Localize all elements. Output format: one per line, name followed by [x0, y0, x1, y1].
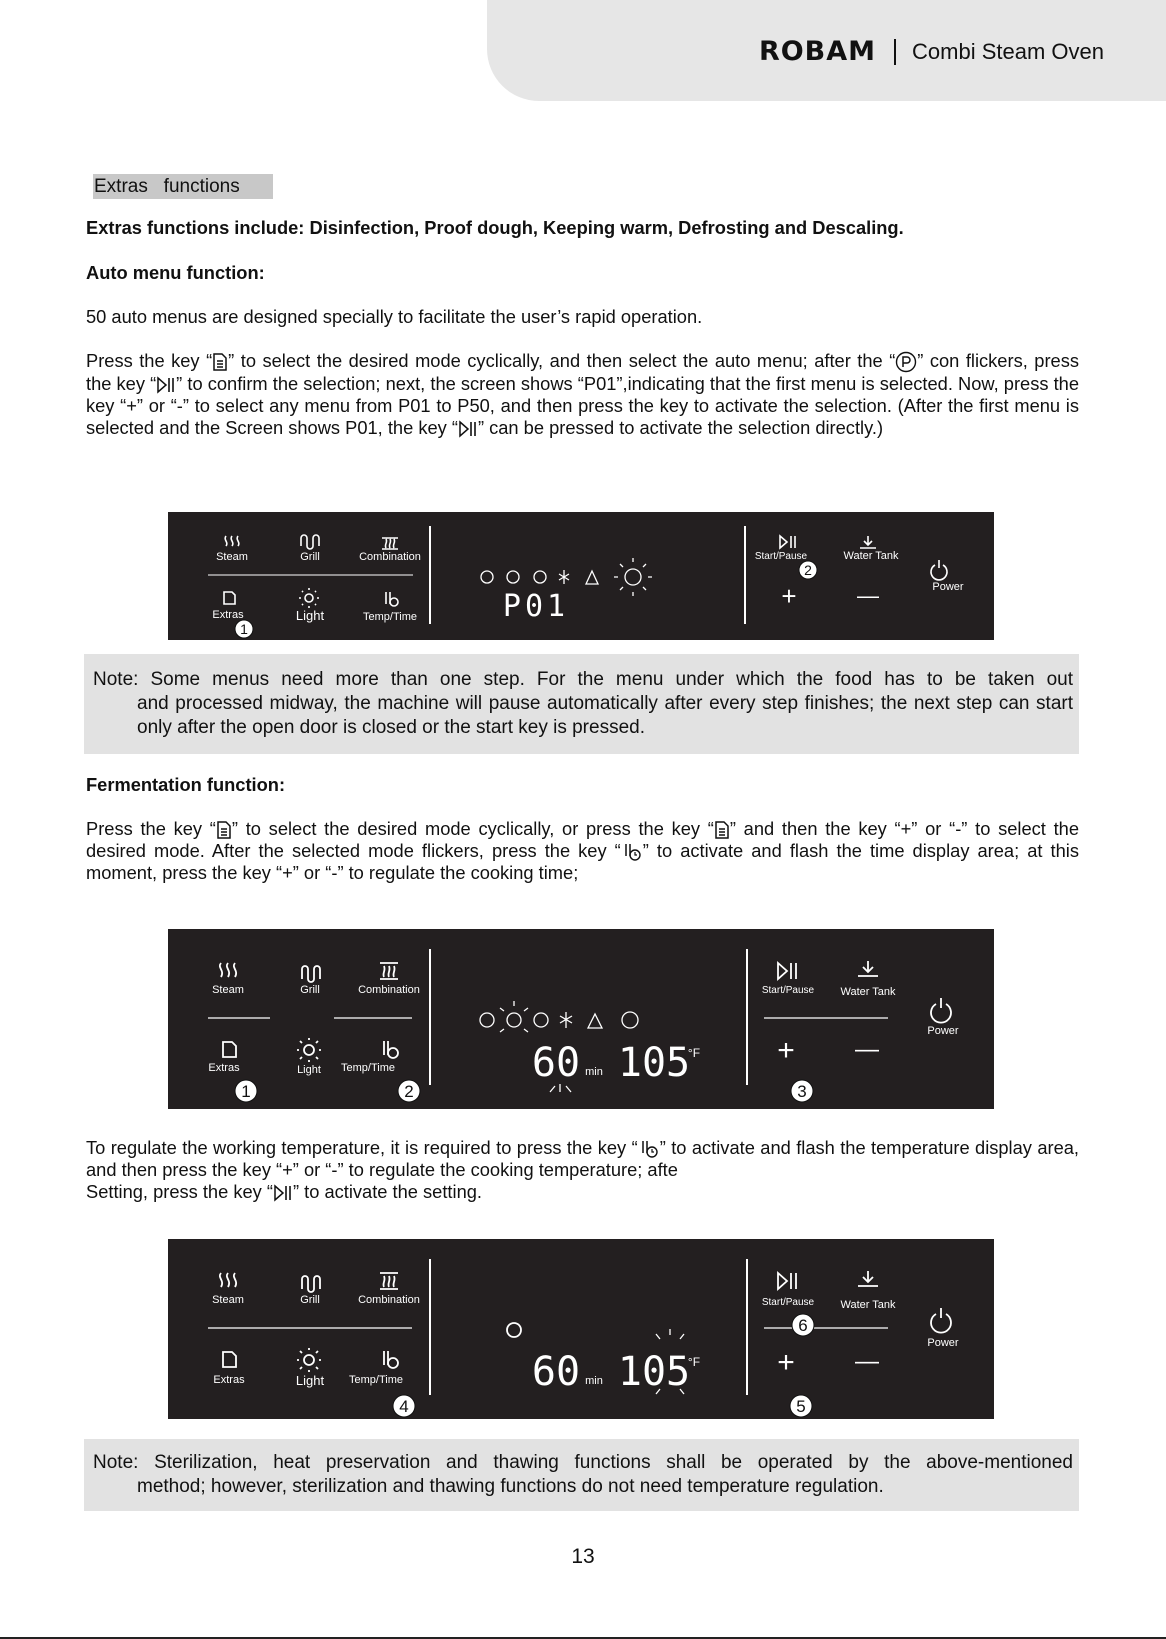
light-label: Light — [295, 608, 325, 623]
step-number: 4 — [399, 1397, 409, 1416]
auto-menu-instructions — [86, 350, 1079, 439]
combination-icon — [380, 963, 398, 979]
intro-lead: Extras functions include: — [86, 217, 305, 238]
fermentation-instructions — [86, 818, 1079, 884]
product-name: Combi Steam Oven — [912, 38, 1104, 64]
minus-key: — — [855, 1348, 879, 1375]
section-tag — [93, 174, 273, 199]
p-circle-icon — [895, 351, 917, 373]
text: ” to activate and flash the temperature display area, and then press the key “+” or “-” to regulate the cooking temperature; afte — [86, 1137, 1080, 1181]
text: ” to select the desired mode cyclically, and then select the auto menu; after the “ — [228, 350, 896, 371]
steam-icon — [225, 536, 239, 546]
steam-icon — [220, 1273, 236, 1287]
step-number: 1 — [241, 1082, 251, 1101]
temp-display: 105 — [617, 1349, 691, 1395]
fermentation-heading: Fermentation function: — [86, 774, 286, 795]
extras-icon — [212, 353, 228, 371]
time-display: 60 — [531, 1040, 581, 1086]
extras-icon — [216, 821, 232, 839]
temp-time-icon — [621, 842, 643, 862]
minus-key: — — [855, 1036, 879, 1063]
temp-time-label: Temp/Time — [341, 1062, 395, 1074]
power-label: Power — [932, 581, 964, 593]
time-unit: min — [585, 1066, 603, 1078]
water-tank-label: Water Tank — [843, 550, 899, 562]
water-tank-label: Water Tank — [840, 1299, 896, 1311]
text: ” to select the desired mode cyclically, or press the key “ — [231, 818, 714, 839]
start-pause-label: Start/Pause — [761, 1297, 815, 1308]
temp-unit: °F — [687, 1046, 701, 1060]
auto-menu-intro: 50 auto menus are designed specially to facilitate the user’s rapid operation. — [86, 306, 703, 327]
step-number: 6 — [798, 1316, 808, 1335]
power-icon — [931, 560, 947, 580]
extras-icon — [223, 1352, 236, 1367]
grill-icon — [301, 535, 319, 549]
combination-label: Combination — [358, 1294, 420, 1306]
plus-key: + — [777, 1034, 795, 1067]
steam-label: Steam — [212, 984, 244, 996]
start-pause-icon — [273, 1184, 293, 1202]
combination-label: Combination — [358, 984, 420, 996]
start-pause-icon — [780, 536, 795, 548]
text: Setting, press the key “ — [86, 1181, 273, 1203]
text: ” con flickers, press the key “ — [86, 350, 1079, 395]
start-pause-icon — [156, 376, 176, 394]
auto-menu-heading: Auto menu function: — [86, 262, 265, 283]
combination-icon — [382, 538, 398, 549]
temp-unit: °F — [687, 1355, 701, 1369]
section-tag-text: Extras functions — [94, 176, 240, 197]
light-label: Light — [297, 1064, 321, 1076]
step-number: 2 — [804, 562, 812, 578]
time-display: 60 — [531, 1349, 581, 1395]
step-marker-1 — [235, 620, 253, 638]
extras-label: Extras — [212, 609, 244, 621]
power-icon — [931, 998, 951, 1023]
water-tank-icon — [858, 1271, 878, 1286]
temperature-instructions — [86, 1137, 1079, 1203]
start-pause-icon — [458, 420, 478, 438]
combination-icon — [380, 1273, 398, 1289]
control-panel-3 — [168, 1239, 994, 1419]
start-pause-icon — [778, 1273, 796, 1289]
extras-label: Extras — [208, 1062, 240, 1074]
steam-label: Steam — [216, 551, 248, 563]
step-number: 5 — [796, 1397, 806, 1416]
intro-paragraph — [86, 217, 1079, 239]
brand-logo: ROBAM — [758, 36, 877, 67]
extras-icon — [714, 821, 730, 839]
text: ” and then the key “+” or “-” to select the desired mode. After the selected mode flickers, press the key “ — [86, 818, 1079, 861]
control-panel-2-drawing — [168, 929, 994, 1109]
text: ” can be pressed to activate the selection directly.) — [477, 417, 884, 439]
step-marker-6 — [792, 1314, 814, 1336]
text: ” to confirm the selection; next, the screen shows “P01”,indicating that the first menu is selected. Now, press the key “+” or “-” to select any menu from P01 to P50, and then press the key to activate the selection. (After the first menu is selected and the Screen shows P01, the key “ — [86, 373, 1079, 439]
temp-time-icon — [638, 1139, 660, 1159]
water-tank-label: Water Tank — [840, 986, 896, 998]
step-number: 1 — [240, 621, 248, 637]
text: Press the key “ — [86, 818, 216, 839]
plus-key: + — [781, 581, 797, 611]
combination-label: Combination — [359, 551, 421, 563]
steam-label: Steam — [212, 1294, 244, 1306]
start-pause-label: Start/Pause — [754, 551, 808, 562]
text: ” to activate the setting. — [292, 1181, 482, 1203]
step-marker-2 — [398, 1080, 420, 1102]
grill-label: Grill — [300, 551, 320, 563]
light-label: Light — [295, 1373, 325, 1388]
page-number: 13 — [571, 1545, 595, 1568]
step-marker-3 — [791, 1080, 813, 1102]
temp-time-label: Temp/Time — [349, 1374, 403, 1386]
steam-icon — [220, 963, 236, 977]
intro-rest: Disinfection, Proof dough, Keeping warm, Defrosting and Descaling. — [304, 217, 904, 238]
water-tank-icon — [858, 961, 878, 976]
grill-label: Grill — [300, 1294, 320, 1306]
time-unit: min — [585, 1375, 603, 1387]
extras-label: Extras — [213, 1374, 245, 1386]
plus-key: + — [777, 1346, 795, 1379]
temp-time-label: Temp/Time — [363, 611, 417, 623]
light-icon — [304, 1045, 314, 1055]
header-tab — [487, 0, 1166, 101]
step-number: 2 — [404, 1082, 414, 1101]
grill-label: Grill — [300, 984, 320, 996]
start-pause-icon — [778, 963, 796, 979]
brand — [759, 36, 1104, 67]
extras-icon — [223, 1042, 236, 1057]
start-pause-label: Start/Pause — [761, 985, 815, 996]
light-icon — [304, 1355, 314, 1365]
note-text: Note: Some menus need more than one step. For the menu under which the food has to be taken out — [93, 669, 1073, 690]
water-tank-icon — [860, 536, 876, 548]
note-box-2 — [84, 1439, 1079, 1511]
minus-key: — — [857, 583, 879, 608]
control-panel-2 — [168, 929, 994, 1109]
power-label: Power — [927, 1025, 959, 1037]
extras-icon — [224, 592, 235, 604]
text: To regulate the working temperature, it is required to press the key “ — [86, 1137, 638, 1158]
brand-separator — [894, 39, 896, 65]
display-code: P01 — [502, 589, 570, 624]
control-panel-1-drawing — [168, 512, 994, 640]
temp-display: 105 — [617, 1040, 691, 1086]
control-panel-1 — [168, 512, 994, 640]
step-marker-2 — [799, 561, 817, 579]
note-text: Note: Sterilization, heat preservation and thawing functions shall be operated by the above-mentioned — [93, 1452, 1073, 1473]
note-box-1 — [84, 654, 1079, 754]
control-panel-3-drawing — [168, 1239, 994, 1419]
power-label: Power — [927, 1337, 959, 1349]
grill-icon — [302, 1276, 320, 1292]
grill-icon — [302, 966, 320, 982]
step-marker-4 — [393, 1395, 415, 1417]
text: Press the key “ — [86, 350, 213, 371]
text: ” to activate and flash the time display area; at this moment, press the key “+” or “-” to regulate the cooking time; — [86, 840, 1079, 884]
step-number: 3 — [797, 1082, 807, 1101]
note-text: and processed midway, the machine will pause automatically after every step finishes; the next step can start only after the open door is closed or the start key is pressed. — [137, 693, 1073, 738]
step-marker-5 — [790, 1395, 812, 1417]
note-text: method; however, sterilization and thawing functions do not need temperature regulation. — [137, 1476, 884, 1497]
step-marker-1 — [235, 1080, 257, 1102]
power-icon — [931, 1308, 951, 1333]
light-icon — [305, 594, 313, 602]
